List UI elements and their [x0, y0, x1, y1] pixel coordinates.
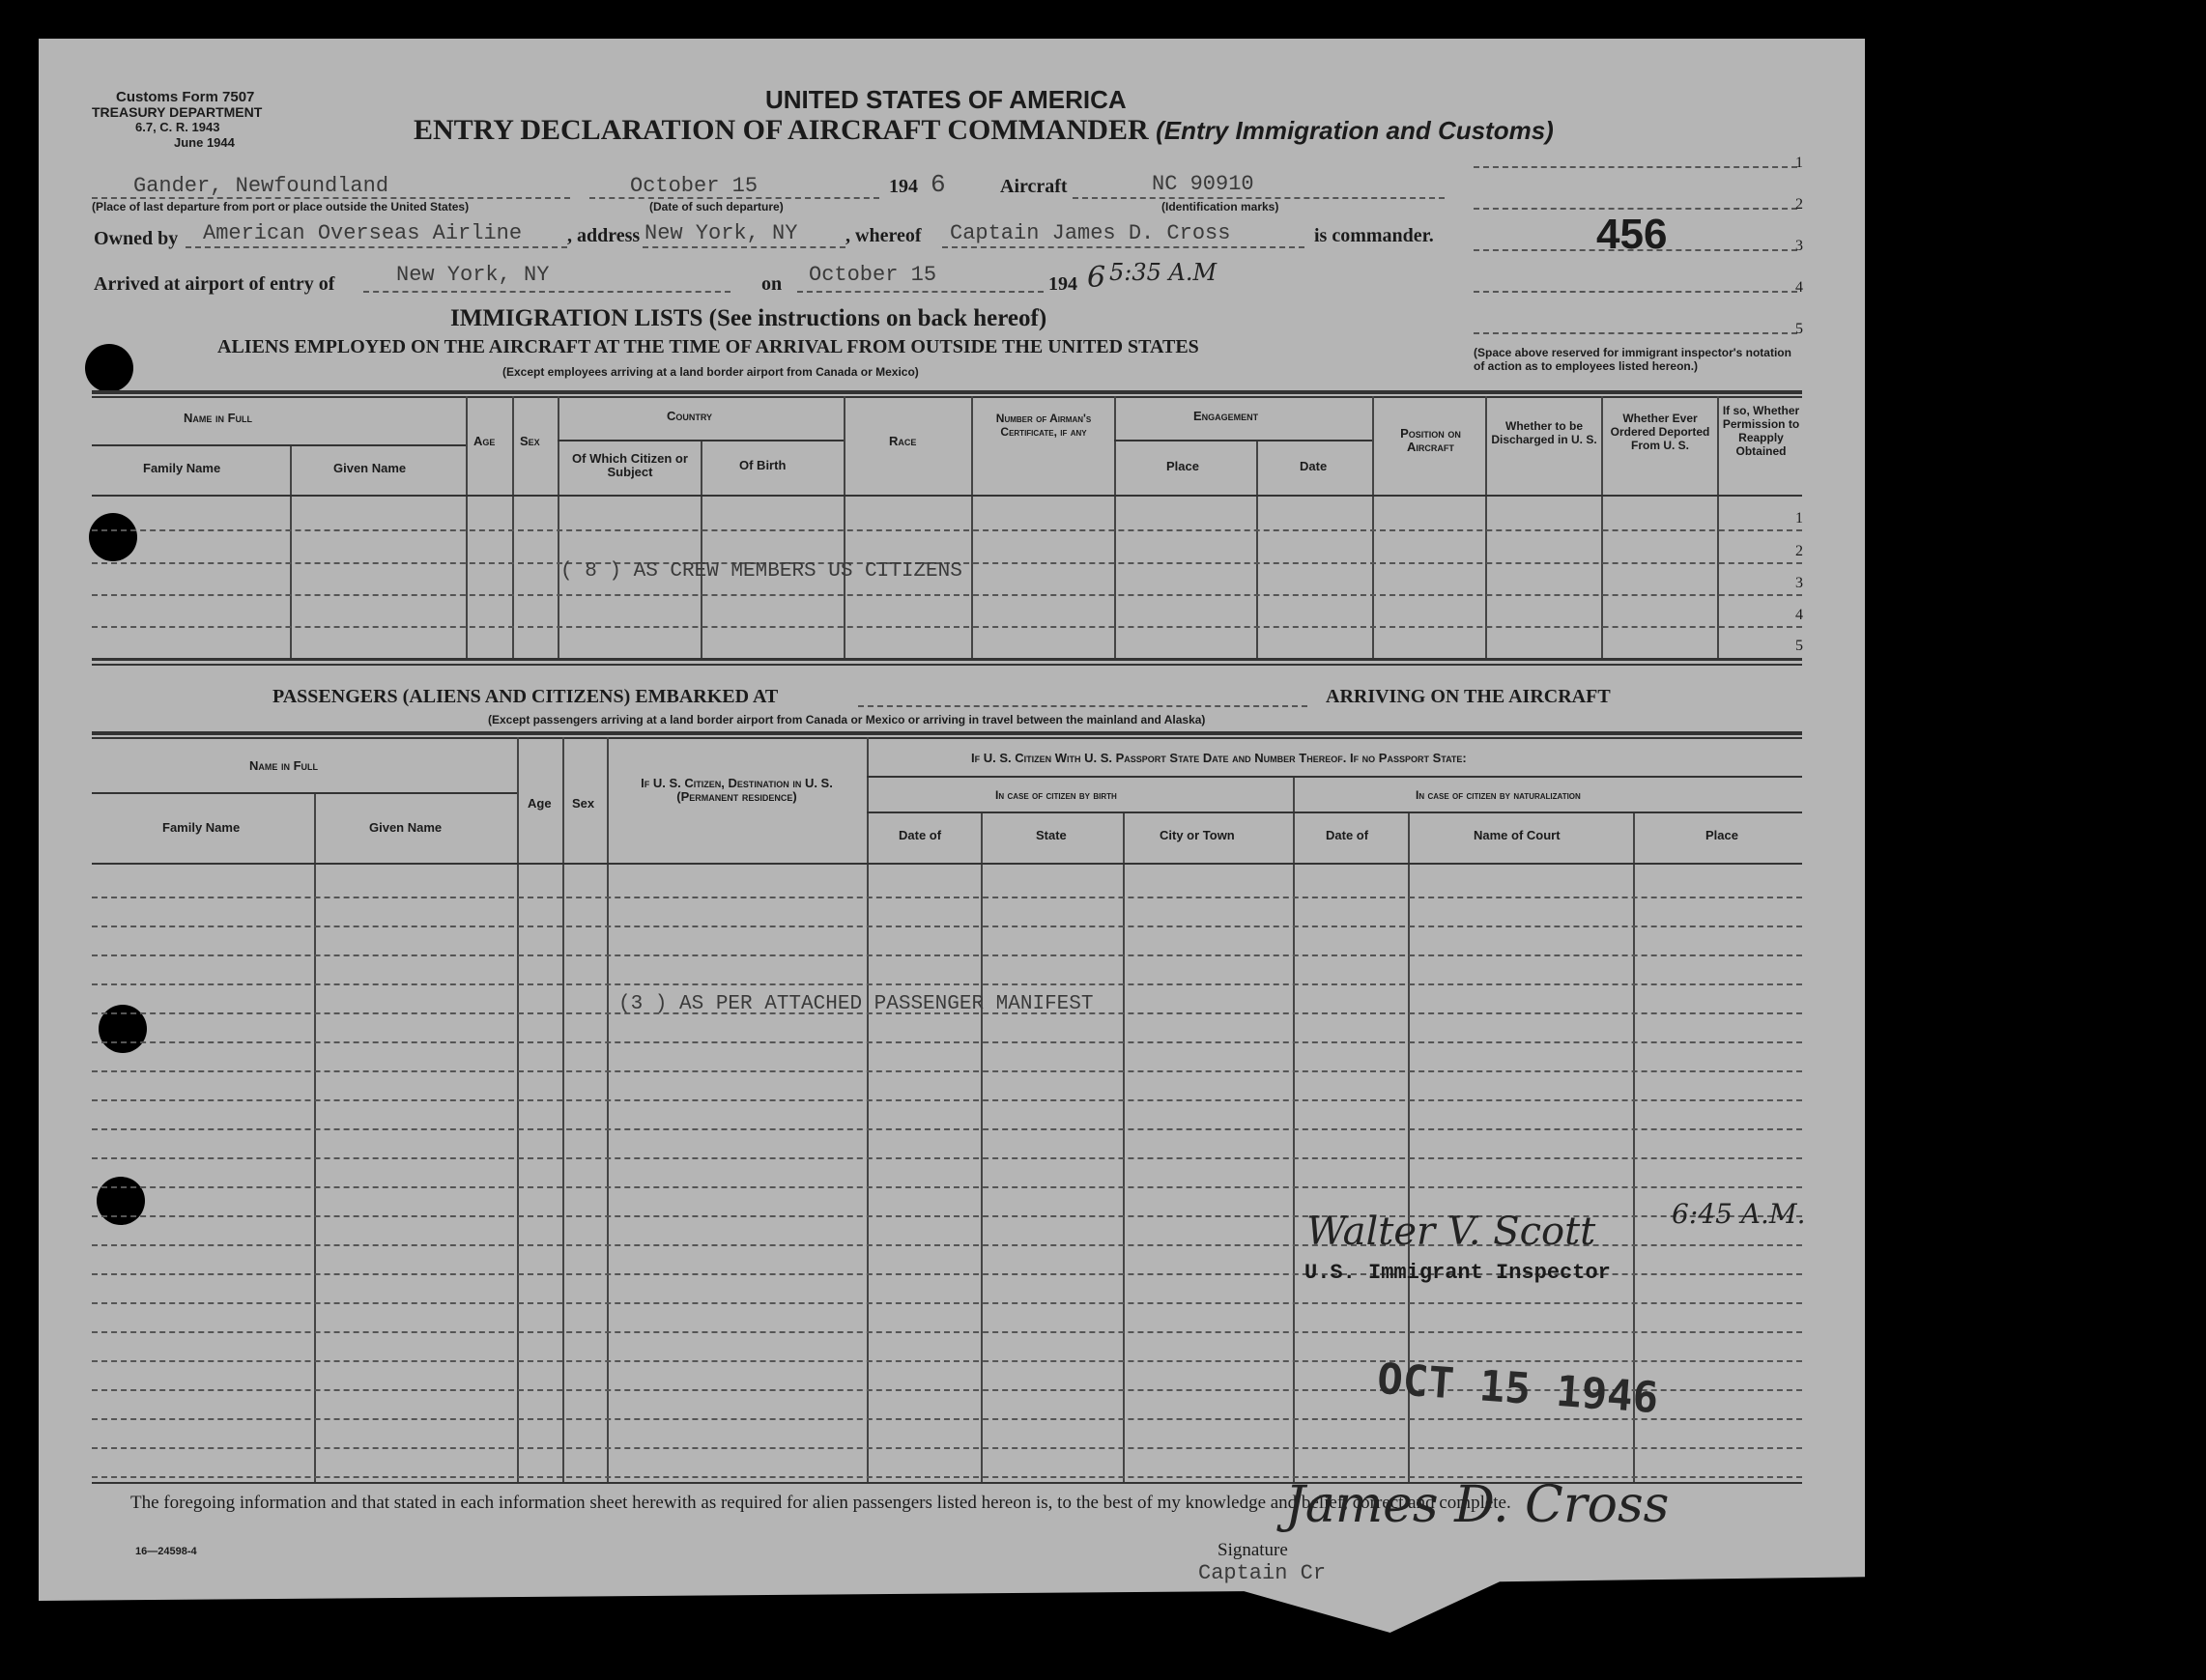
- table-row-line: [92, 1302, 1802, 1304]
- departure-year: 6: [931, 170, 946, 199]
- col-divider: [981, 812, 983, 1483]
- col-divider: [971, 396, 973, 659]
- title-main: ENTRY DECLARATION OF AIRCRAFT COMMANDER: [414, 114, 1149, 146]
- col-divider: [512, 396, 514, 659]
- col-family: Family Name: [143, 461, 221, 475]
- col-discharged: Whether to be Discharged in U. S.: [1491, 419, 1597, 446]
- table-row-line: [92, 1418, 1802, 1420]
- pcol-name-full: Name in Full: [249, 758, 319, 773]
- col-divider: [558, 396, 559, 659]
- col-country: Country: [667, 409, 713, 423]
- field-line: [92, 197, 570, 199]
- reserved-number: 456: [1596, 211, 1668, 258]
- arrival-date: October 15: [809, 263, 937, 287]
- reserved-num: 2: [1795, 196, 1803, 213]
- row-number: 2: [1795, 543, 1803, 559]
- reserved-num: 3: [1795, 238, 1803, 254]
- inspector-title: U.S. Immigrant Inspector: [1304, 1261, 1611, 1285]
- aircraft-label: Aircraft: [1000, 176, 1068, 197]
- signature-label: Signature: [1218, 1540, 1288, 1560]
- pcol-sex: Sex: [572, 796, 595, 811]
- form-number: Customs Form 7507: [116, 89, 255, 105]
- immigration-note: (Except employees arriving at a land border airport from Canada or Mexico): [502, 365, 919, 379]
- arrival-airport: New York, NY: [396, 263, 550, 287]
- table-rule: [92, 396, 1802, 398]
- pcol-birth-case: In case of citizen by birth: [995, 788, 1117, 802]
- col-name-full: Name in Full: [184, 411, 253, 425]
- group-rule: [1114, 440, 1372, 441]
- col-eng-place: Place: [1166, 459, 1199, 473]
- owned-label: Owned by: [94, 228, 179, 249]
- field-line: [589, 197, 879, 199]
- commander-suffix: is commander.: [1314, 225, 1434, 246]
- aircraft-id: NC 90910: [1152, 172, 1254, 196]
- on-label: on: [761, 273, 783, 295]
- row-number: 4: [1795, 607, 1803, 623]
- arrival-year: 6: [1087, 261, 1106, 295]
- country-title: UNITED STATES OF AMERICA: [765, 85, 1127, 114]
- table-row-line: [92, 1157, 1802, 1159]
- inspection-stamp: OCT 15 1946: [1375, 1353, 1660, 1424]
- table-rule: [92, 664, 1802, 666]
- pcol-state: State: [1036, 828, 1067, 842]
- table-row-line: [92, 897, 1802, 898]
- table-row-line: [92, 594, 1802, 596]
- owner: American Overseas Airline: [203, 221, 523, 245]
- row-number: 1: [1795, 510, 1803, 527]
- col-given: Given Name: [333, 461, 407, 475]
- pcol-passport: If U. S. Citizen With U. S. Passport State Date and Number Thereof. If no Passport State:: [971, 751, 1467, 765]
- year-prefix: 194: [889, 176, 918, 197]
- commander: Captain James D. Cross: [950, 221, 1231, 245]
- passengers-title-end: ARRIVING ON THE AIRCRAFT: [1326, 686, 1611, 707]
- table-row-line: [92, 1128, 1802, 1130]
- year-prefix-2: 194: [1048, 273, 1077, 295]
- row-number: 5: [1795, 638, 1803, 654]
- field-line: [186, 246, 567, 248]
- field-line: [942, 246, 1304, 248]
- col-divider: [517, 737, 519, 1483]
- inspector-signature: Walter V. Scott: [1306, 1210, 1596, 1254]
- departure-place-caption: (Place of last departure from port or place outside the United States): [92, 200, 470, 214]
- aircraft-caption: (Identification marks): [1161, 200, 1279, 214]
- table-row-line: [92, 954, 1802, 956]
- col-divider: [466, 396, 468, 659]
- punch-hole: [97, 1177, 145, 1225]
- immigration-subtitle: ALIENS EMPLOYED ON THE AIRCRAFT AT THE TIME OF ARRIVAL FROM OUTSIDE THE UNITED STATES: [217, 336, 1199, 357]
- passenger-entry: (3 ) AS PER ATTACHED PASSENGER MANIFEST: [618, 993, 1094, 1015]
- pcol-given: Given Name: [369, 820, 443, 835]
- arrival-time: 5:35 A.M: [1109, 259, 1218, 286]
- whereof-label: , whereof: [845, 225, 922, 246]
- table-rule: [92, 390, 1802, 394]
- col-citizen: Of Which Citizen or Subject: [572, 451, 688, 479]
- group-rule: [558, 440, 844, 441]
- group-rule: [92, 792, 517, 794]
- reserved-line: [1474, 208, 1797, 210]
- pcol-nat-case: In case of citizen by naturalization: [1416, 788, 1581, 802]
- pcol-date: Date of: [899, 828, 942, 842]
- address-label: , address: [567, 225, 641, 246]
- department: TREASURY DEPARTMENT: [92, 104, 263, 120]
- group-rule: [92, 444, 466, 446]
- group-rule: [867, 776, 1802, 778]
- col-divider: [1601, 396, 1603, 659]
- pcol-place: Place: [1705, 828, 1738, 842]
- form-date: June 1944: [174, 135, 235, 150]
- reserved-line: [1474, 332, 1797, 334]
- col-race: Race: [889, 434, 917, 448]
- pcol-city: City or Town: [1160, 828, 1235, 842]
- footer-code: 16—24598-4: [135, 1546, 197, 1557]
- punch-hole: [89, 513, 137, 561]
- regulations: 6.7, C. R. 1943: [135, 120, 220, 134]
- field-line: [643, 246, 845, 248]
- table-row-line: [92, 925, 1802, 927]
- col-eng-date: Date: [1300, 459, 1328, 473]
- col-engagement: Engagement: [1193, 409, 1259, 423]
- reserved-line: [1474, 166, 1797, 168]
- field-line: [363, 291, 731, 293]
- field-line: [797, 291, 1044, 293]
- footer-statement: The foregoing information and that stated in each information sheet herewith as required for alien passengers listed hereon is, to the best of my knowledge and belief, correct and complete.: [130, 1493, 1511, 1513]
- departure-date: October 15: [630, 174, 759, 198]
- table-rule: [92, 737, 1802, 739]
- table-row-line: [92, 1331, 1802, 1333]
- col-divider: [867, 737, 869, 1483]
- col-position: Position on Aircraft: [1400, 426, 1461, 454]
- departure-place: Gander, Newfoundland: [133, 174, 389, 198]
- title-sub: (Entry Immigration and Customs): [1156, 116, 1554, 145]
- table-rule: [92, 731, 1802, 735]
- immigration-title: IMMIGRATION LISTS (See instructions on back hereof): [450, 305, 1047, 331]
- table-row-line: [92, 1070, 1802, 1072]
- col-divider: [1485, 396, 1487, 659]
- passengers-note: (Except passengers arriving at a land border airport from Canada or Mexico or arriving in travel between the mainland and Alaska): [488, 713, 1206, 726]
- reserved-caption: (Space above reserved for immigrant inspector's notation of action as to employees listed hereon.): [1474, 346, 1791, 373]
- table-row-line: [92, 626, 1802, 628]
- punch-hole: [85, 344, 133, 392]
- table-row-line: [92, 529, 1802, 531]
- pcol-destination: If U. S. Citizen, Destination in U. S. (Permanent residence): [641, 776, 833, 804]
- group-rule: [867, 812, 1802, 813]
- col-deported: Whether Ever Ordered Deported From U. S.: [1610, 412, 1710, 452]
- pcol-age: Age: [528, 796, 552, 811]
- col-birth: Of Birth: [739, 458, 787, 472]
- col-airman: Number of Airman's Certificate, if any: [995, 412, 1092, 439]
- table-row-line: [92, 1041, 1802, 1043]
- reserved-num: 1: [1795, 155, 1803, 171]
- departure-date-caption: (Date of such departure): [649, 200, 784, 214]
- table-row-line: [92, 983, 1802, 985]
- col-divider: [1114, 396, 1116, 659]
- reserved-num: 5: [1795, 321, 1803, 337]
- table-row-line: [92, 1447, 1802, 1449]
- page-title: [414, 114, 1554, 147]
- col-reapply: If so, Whether Permission to Reapply Obtained: [1722, 404, 1800, 458]
- reserved-line: [1474, 291, 1797, 293]
- col-divider: [844, 396, 845, 659]
- captain-typed-name: Captain Cr: [1198, 1561, 1327, 1585]
- pcol-date2: Date of: [1326, 828, 1369, 842]
- col-divider: [1123, 812, 1125, 1483]
- inspector-time: 6:45 A.M.: [1672, 1198, 1806, 1230]
- header-rule: [92, 863, 1802, 865]
- col-divider: [607, 737, 609, 1483]
- pcol-family: Family Name: [162, 820, 241, 835]
- address: New York, NY: [645, 221, 798, 245]
- crew-entry: ( 8 ) AS CREW MEMBERS US CITIZENS: [560, 560, 962, 583]
- row-number: 3: [1795, 575, 1803, 591]
- field-line: [858, 705, 1307, 707]
- col-sex: Sex: [520, 434, 540, 448]
- header-rule: [92, 495, 1802, 497]
- col-age: Age: [473, 434, 496, 448]
- captain-signature: James D. Cross: [1285, 1476, 1670, 1534]
- col-divider: [562, 737, 564, 1483]
- reserved-num: 4: [1795, 279, 1803, 296]
- field-line: [1073, 197, 1445, 199]
- col-divider: [1717, 396, 1719, 659]
- table-row-line: [92, 1360, 1802, 1362]
- table-rule: [92, 658, 1802, 661]
- passengers-title: PASSENGERS (ALIENS AND CITIZENS) EMBARKED AT: [272, 686, 779, 707]
- pcol-court: Name of Court: [1474, 828, 1561, 842]
- table-row-line: [92, 1099, 1802, 1101]
- table-row-line: [92, 1186, 1802, 1188]
- arrived-label: Arrived at airport of entry of: [94, 273, 335, 295]
- col-divider: [1372, 396, 1374, 659]
